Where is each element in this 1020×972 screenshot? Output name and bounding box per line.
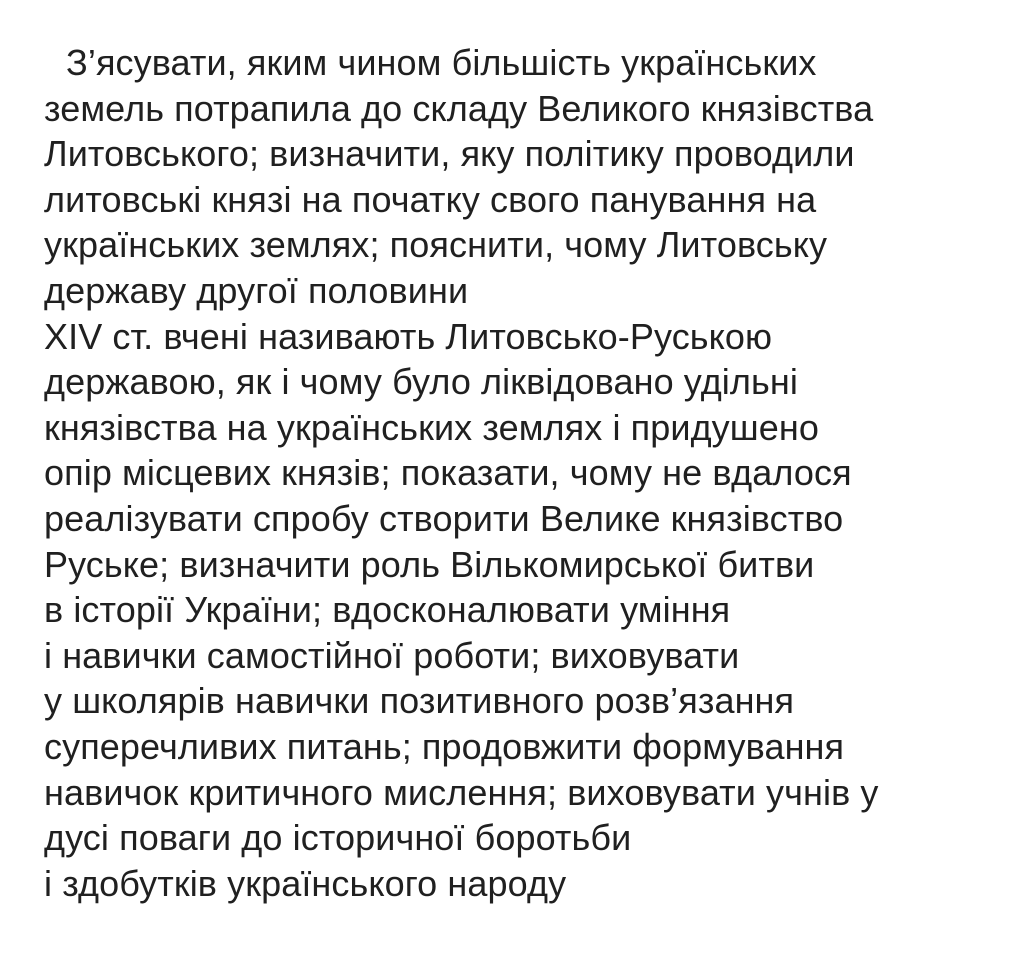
text-line: державою, як і чому було ліквідовано удільні bbox=[44, 361, 798, 403]
text-line: дусі поваги до історичної боротьби bbox=[44, 817, 632, 859]
text-line: суперечливих питань; продовжити формування bbox=[44, 725, 845, 767]
text-line: державу другої половини bbox=[44, 269, 469, 311]
text-line: у школярів навички позитивного розв’язання bbox=[44, 680, 795, 722]
text-line: реалізувати спробу створити Велике князівство bbox=[44, 497, 844, 539]
objectives-paragraph bbox=[44, 40, 1004, 906]
text-line: XIV ст. вчені називають Литовсько-Руською bbox=[44, 315, 773, 357]
text-line: українських землях; пояснити, чому Литовську bbox=[44, 224, 828, 266]
text-line: Руське; визначити роль Вількомирської битви bbox=[44, 543, 815, 585]
text-line: навичок критичного мислення; виховувати учнів у bbox=[44, 771, 879, 813]
text-line: земель потрапила до складу Великого князівства bbox=[44, 87, 874, 129]
text-line: князівства на українських землях і придушено bbox=[44, 406, 819, 448]
text-line: і навички самостійної роботи; виховувати bbox=[44, 634, 740, 676]
text-line: і здобутків українського народу bbox=[44, 862, 567, 904]
text-line: З’ясувати, яким чином більшість українських bbox=[66, 42, 817, 83]
text-line: в історії України; вдосконалювати уміння bbox=[44, 589, 731, 631]
text-line: литовські князі на початку свого панування на bbox=[44, 178, 817, 220]
text-line: Литовського; визначити, яку політику проводили bbox=[44, 133, 855, 175]
text-line: опір місцевих князів; показати, чому не вдалося bbox=[44, 452, 852, 494]
